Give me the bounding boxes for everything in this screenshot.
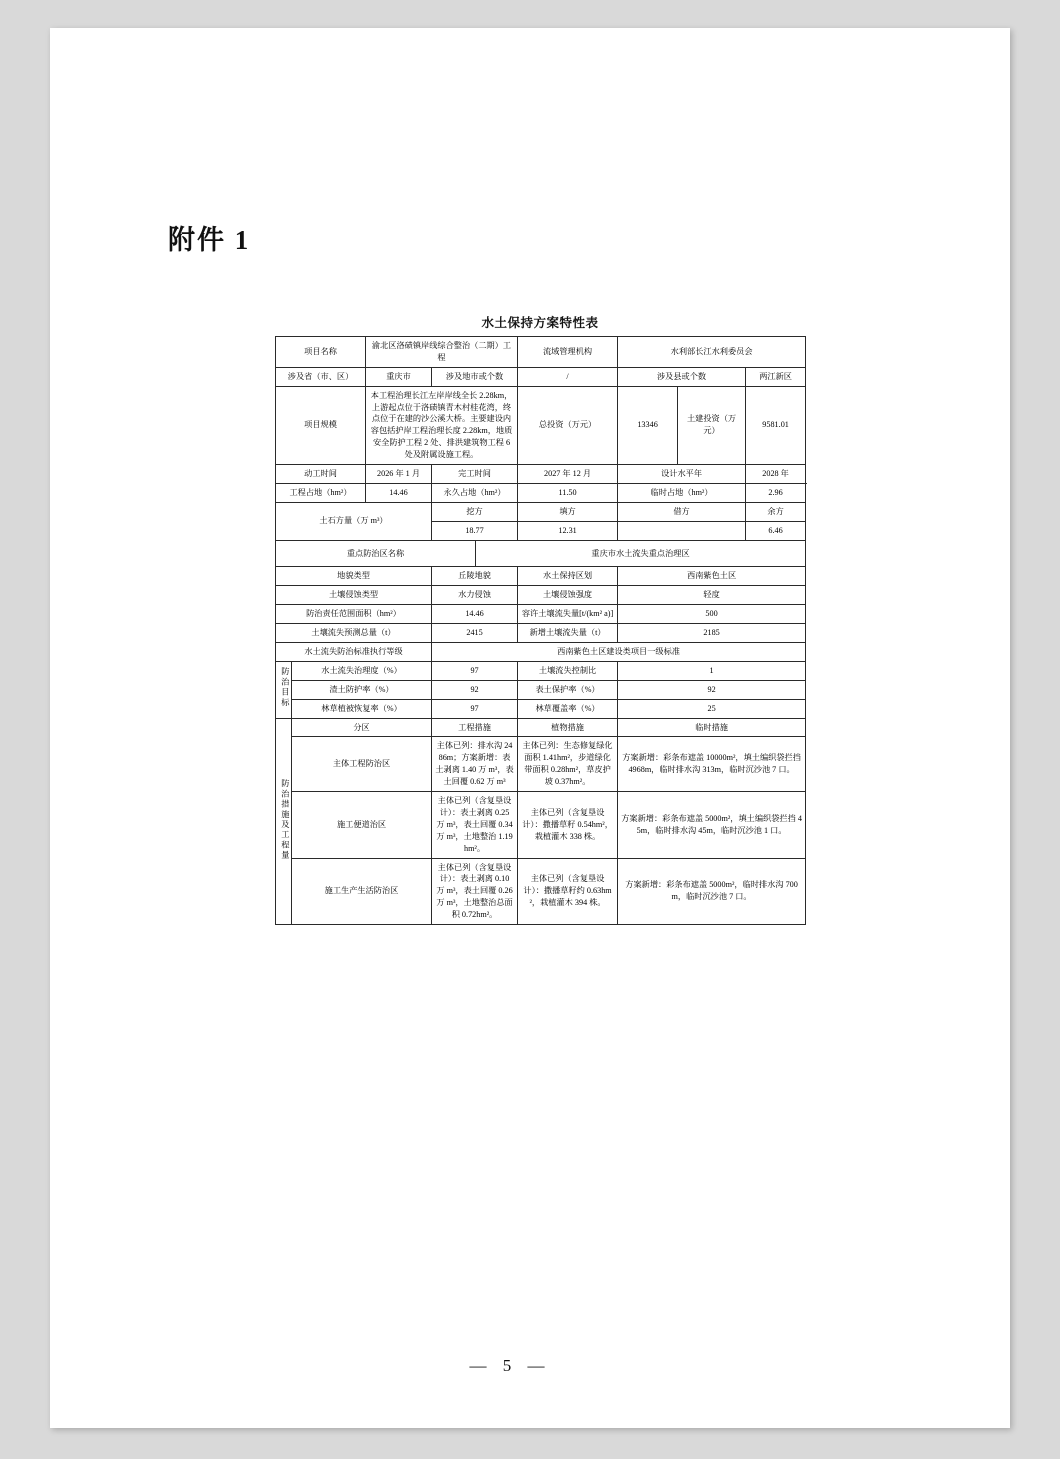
table-row bbox=[276, 737, 806, 792]
cell-measures-temporary-header: 临时措施 bbox=[618, 718, 806, 737]
water-soil-conservation-spec-table bbox=[275, 336, 806, 925]
cell-measures-plant-header: 植物措施 bbox=[518, 718, 618, 737]
cell-erosion-intensity-value: 轻度 bbox=[618, 586, 806, 605]
cell-predicted-loss-value: 2415 bbox=[432, 624, 518, 643]
cell-new-loss-label: 新增土壤流失量（t） bbox=[518, 624, 618, 643]
cell-goal-treatment-degree-label: 水土流失治理度（%） bbox=[292, 661, 432, 680]
table-row bbox=[276, 624, 806, 643]
cell-goal-treatment-degree-value: 97 bbox=[432, 661, 518, 680]
cell-standard-grade-label: 水土流失防治标准执行等级 bbox=[276, 643, 432, 662]
cell-design-level-year-value: 2028 年 bbox=[746, 465, 806, 484]
cell-civil-investment-label: 土建投资（万元） bbox=[678, 386, 746, 464]
cell-allowable-loss-value: 500 bbox=[618, 605, 806, 624]
cell-project-name-value: 渝北区洛碛镇岸线综合整治（二期）工程 bbox=[366, 337, 518, 368]
cell-standard-grade-value: 西南紫色土区建设类项目一级标准 bbox=[432, 643, 806, 662]
table-row bbox=[276, 367, 806, 386]
cell-permanent-land-value: 11.50 bbox=[518, 483, 618, 502]
cell-total-investment-value: 13346 bbox=[618, 386, 678, 464]
table-row bbox=[276, 605, 806, 624]
cell-temporary-land-label: 临时占地（hm²） bbox=[618, 483, 746, 502]
cell-key-prevention-zone-value: 重庆市水土流失重点治理区 bbox=[476, 540, 806, 567]
page-number bbox=[50, 1356, 1010, 1376]
cell-measure-engineering: 主体已列（含复垦设计）：表土剥离 0.25 万 m³，表土回覆 0.34 万 m³，土地整治 1.19hm²。 bbox=[432, 792, 518, 858]
cell-measure-engineering: 主体已列（含复垦设计）：表土剥离 0.10 万 m³，表土回覆 0.26 万 m³，土地整治总面积 0.72hm²。 bbox=[432, 858, 518, 924]
table-row bbox=[276, 718, 806, 737]
table-row bbox=[276, 643, 806, 662]
cell-erosion-intensity-label: 土壤侵蚀强度 bbox=[518, 586, 618, 605]
cell-county-count-label: 涉及县或个数 bbox=[618, 367, 746, 386]
cell-city-count-label: 涉及地市或个数 bbox=[432, 367, 518, 386]
cell-goal-spoil-protection-value: 92 bbox=[432, 680, 518, 699]
cell-conservation-zoning-label: 水土保持区划 bbox=[518, 567, 618, 586]
cell-measure-plant: 主体已列（含复垦设计）：撒播草籽约 0.63hm²，栽植灌木 394 株。 bbox=[518, 858, 618, 924]
cell-measure-engineering: 主体已列：排水沟 2486m；方案新增：表土剥离 1.40 万 m³，表土回覆 0.62 万 m³ bbox=[432, 737, 518, 792]
cell-design-level-year-label: 设计水平年 bbox=[618, 465, 746, 484]
table-row bbox=[276, 661, 806, 680]
table-row bbox=[276, 792, 806, 858]
table-row bbox=[276, 680, 806, 699]
cell-erosion-type-value: 水力侵蚀 bbox=[432, 586, 518, 605]
table-row bbox=[276, 567, 806, 586]
cell-permanent-land-label: 永久占地（hm²） bbox=[432, 483, 518, 502]
cell-project-name-label: 项目名称 bbox=[276, 337, 366, 368]
cell-earthwork-label: 土石方量（万 m³） bbox=[276, 502, 432, 540]
cell-conservation-zoning-value: 西南紫色土区 bbox=[618, 567, 806, 586]
cell-landform-label: 地貌类型 bbox=[276, 567, 432, 586]
cell-goal-vegetation-restore-label: 林草植被恢复率（%） bbox=[292, 699, 432, 718]
cell-goal-spoil-protection-label: 渣土防护率（%） bbox=[292, 680, 432, 699]
document-page bbox=[50, 28, 1010, 1428]
cell-measure-temporary: 方案新增：彩条布遮盖 10000m²，填土编织袋拦挡 4968m，临时排水沟 313m，临时沉沙池 7 口。 bbox=[618, 737, 806, 792]
cell-measures-label: 防治措施及工程量 bbox=[276, 718, 292, 924]
cell-finish-date-label: 完工时间 bbox=[432, 465, 518, 484]
cell-goal-topsoil-protection-value: 92 bbox=[618, 680, 806, 699]
cell-measure-temporary: 方案新增：彩条布遮盖 5000m²，填土编织袋拦挡 45m，临时排水沟 45m，临时沉沙池 1 口。 bbox=[618, 792, 806, 858]
cell-measure-plant: 主体已列：生态修复绿化面积 1.41hm²，步道绿化带面积 0.28hm²，草皮护坡 0.37hm²。 bbox=[518, 737, 618, 792]
cell-measure-temporary: 方案新增：彩条布遮盖 5000m²，临时排水沟 700m，临时沉沙池 7 口。 bbox=[618, 858, 806, 924]
cell-goal-topsoil-protection-label: 表土保护率（%） bbox=[518, 680, 618, 699]
cell-city-count-value: / bbox=[518, 367, 618, 386]
cell-excavation-label: 挖方 bbox=[432, 502, 518, 521]
cell-prevention-goals-label: 防治目标 bbox=[276, 661, 292, 718]
table-row bbox=[276, 540, 806, 567]
cell-goal-loss-control-value: 1 bbox=[618, 661, 806, 680]
cell-borrow-label: 借方 bbox=[618, 502, 746, 521]
table-row bbox=[276, 699, 806, 718]
cell-measure-zone-name: 施工生产生活防治区 bbox=[292, 858, 432, 924]
table-title: 水土保持方案特性表 bbox=[481, 316, 599, 330]
cell-county-count-value: 两江新区 bbox=[746, 367, 806, 386]
cell-goal-vegetation-cover-label: 林草覆盖率（%） bbox=[518, 699, 618, 718]
attachment-label: 附件 1 bbox=[168, 225, 251, 255]
cell-fill-label: 填方 bbox=[518, 502, 618, 521]
cell-key-prevention-zone-label: 重点防治区名称 bbox=[276, 540, 476, 567]
table-row bbox=[276, 586, 806, 605]
cell-measure-plant: 主体已列（含复垦设计）：撒播草籽 0.54hm²，栽植灌木 338 株。 bbox=[518, 792, 618, 858]
cell-basin-authority-label: 流域管理机构 bbox=[518, 337, 618, 368]
cell-project-scale-text: 本工程治理长江左岸岸线全长 2.28km，上游起点位于洛碛镇青木村桂花湾，终点位于在建的沙公溪大桥。主要建设内容包括护岸工程治理长度 2.28km，地质安全防护工程 2 处、排洪建筑物工程 6 处及附属设施工程。 bbox=[366, 386, 518, 464]
cell-responsibility-area-value: 14.46 bbox=[432, 605, 518, 624]
cell-start-date-value: 2026 年 1 月 bbox=[366, 465, 432, 484]
cell-start-date-label: 动工时间 bbox=[276, 465, 366, 484]
cell-surplus-label: 余方 bbox=[746, 502, 806, 521]
cell-measures-zone-header: 分区 bbox=[292, 718, 432, 737]
cell-fill-value: 12.31 bbox=[518, 521, 618, 540]
cell-surplus-value: 6.46 bbox=[746, 521, 806, 540]
cell-basin-authority-value: 水利部长江水利委员会 bbox=[618, 337, 806, 368]
page-number-text: — 5 — bbox=[469, 1356, 551, 1375]
table-row bbox=[276, 858, 806, 924]
cell-measure-zone-name: 主体工程防治区 bbox=[292, 737, 432, 792]
cell-measures-engineering-header: 工程措施 bbox=[432, 718, 518, 737]
cell-allowable-loss-label: 容许土壤流失量[t/(km² a)] bbox=[518, 605, 618, 624]
cell-goal-vegetation-cover-value: 25 bbox=[618, 699, 806, 718]
cell-finish-date-value: 2027 年 12 月 bbox=[518, 465, 618, 484]
table-row bbox=[276, 502, 806, 521]
table-row bbox=[276, 337, 806, 368]
cell-land-use-value: 14.46 bbox=[366, 483, 432, 502]
cell-predicted-loss-label: 土壤流失预测总量（t） bbox=[276, 624, 432, 643]
cell-temporary-land-value: 2.96 bbox=[746, 483, 806, 502]
cell-excavation-value: 18.77 bbox=[432, 521, 518, 540]
cell-borrow-value bbox=[618, 521, 746, 540]
table-row bbox=[276, 483, 806, 502]
cell-land-use-label: 工程占地（hm²） bbox=[276, 483, 366, 502]
spec-table-container bbox=[275, 313, 805, 925]
cell-goal-loss-control-label: 土壤流失控制比 bbox=[518, 661, 618, 680]
cell-total-investment-label: 总投资（万元） bbox=[518, 386, 618, 464]
cell-goal-vegetation-restore-value: 97 bbox=[432, 699, 518, 718]
cell-responsibility-area-label: 防治责任范围面积（hm²） bbox=[276, 605, 432, 624]
cell-project-scale-label: 项目规模 bbox=[276, 386, 366, 464]
cell-province-label: 涉及省（市、区） bbox=[276, 367, 366, 386]
cell-measure-zone-name: 施工便道治区 bbox=[292, 792, 432, 858]
cell-province-value: 重庆市 bbox=[366, 367, 432, 386]
cell-landform-value: 丘陵地貌 bbox=[432, 567, 518, 586]
cell-new-loss-value: 2185 bbox=[618, 624, 806, 643]
cell-erosion-type-label: 土壤侵蚀类型 bbox=[276, 586, 432, 605]
table-row bbox=[276, 465, 806, 484]
cell-civil-investment-value: 9581.01 bbox=[746, 386, 806, 464]
table-row bbox=[276, 386, 806, 464]
